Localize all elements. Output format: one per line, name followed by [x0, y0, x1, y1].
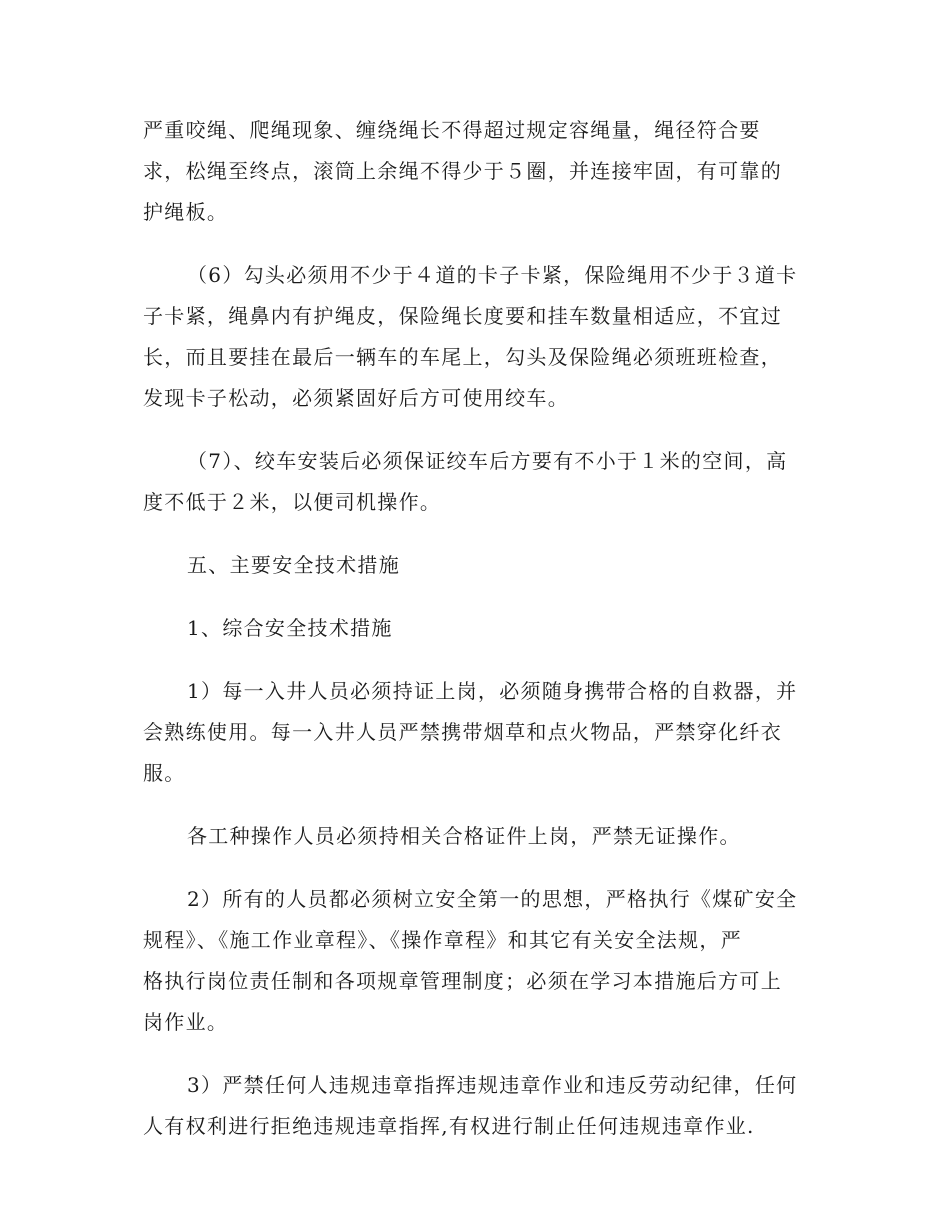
heading-text: 五、主要安全技术措施 [187, 553, 400, 577]
text-line: 严重咬绳、爬绳现象、缠绕绳长不得超过规定容绳量，绳径符合要 [143, 118, 761, 142]
text-line: 护绳板。 [143, 200, 229, 224]
paragraph-measure-2 [143, 879, 811, 1043]
text-line: 岗作业。 [143, 1010, 229, 1034]
paragraph-measure-3 [143, 1065, 811, 1147]
subsection-heading-1 [143, 608, 811, 649]
text-line: 1）每一入井人员必须持证上岗，必须随身携带合格的自救器，并 [187, 679, 798, 703]
text-line: （6）勾头必须用不少于４道的卡子卡紧，保险绳用不少于３道卡 [187, 263, 798, 287]
text-line: 服。 [143, 761, 186, 785]
paragraph-measure-1 [143, 671, 811, 794]
text-line: 3）严禁任何人违规违章指挥违规违章作业和违反劳动纪律，任何 [187, 1073, 798, 1097]
section-heading-5 [143, 545, 811, 586]
text-line: 度不低于２米，以便司机操作。 [143, 490, 442, 514]
text-line: 长，而且要挂在最后一辆车的车尾上，勾头及保险绳必须班班检查， [143, 345, 782, 369]
paragraph-rope-requirements [143, 110, 811, 233]
paragraph-item-7 [143, 441, 811, 523]
text-line: 2）所有的人员都必须树立安全第一的思想，严格执行《煤矿安全 [187, 887, 798, 911]
text-line: （7）、绞车安装后必须保证绞车后方要有不小于１米的空间，高 [187, 449, 788, 473]
document-body [143, 110, 811, 1169]
text-line: 人有权利进行拒绝违规违章指挥,有权进行制止任何违规违章作业. [143, 1114, 755, 1138]
text-line: 会熟练使用。每一入井人员严禁携带烟草和点火物品，严禁穿化纤衣 [143, 720, 782, 744]
heading-text: 1、综合安全技术措施 [187, 616, 393, 640]
text-line: 求，松绳至终点，滚筒上余绳不得少于５圈，并连接牢固，有可靠的 [143, 159, 782, 183]
text-line: 格执行岗位责任制和各项规章管理制度；必须在学习本措施后方可上 [143, 969, 782, 993]
text-line: 子卡紧，绳鼻内有护绳皮，保险绳长度要和挂车数量相适应，不宜过 [143, 304, 782, 328]
text-line: 各工种操作人员必须持相关合格证件上岗，严禁无证操作。 [187, 824, 741, 848]
text-line: 规程》、《施工作业章程》、《操作章程》和其它有关安全法规，严 [143, 928, 742, 952]
paragraph-certified-operators [143, 816, 811, 857]
text-line: 发现卡子松动，必须紧固好后方可使用绞车。 [143, 386, 569, 410]
paragraph-item-6 [143, 255, 811, 419]
